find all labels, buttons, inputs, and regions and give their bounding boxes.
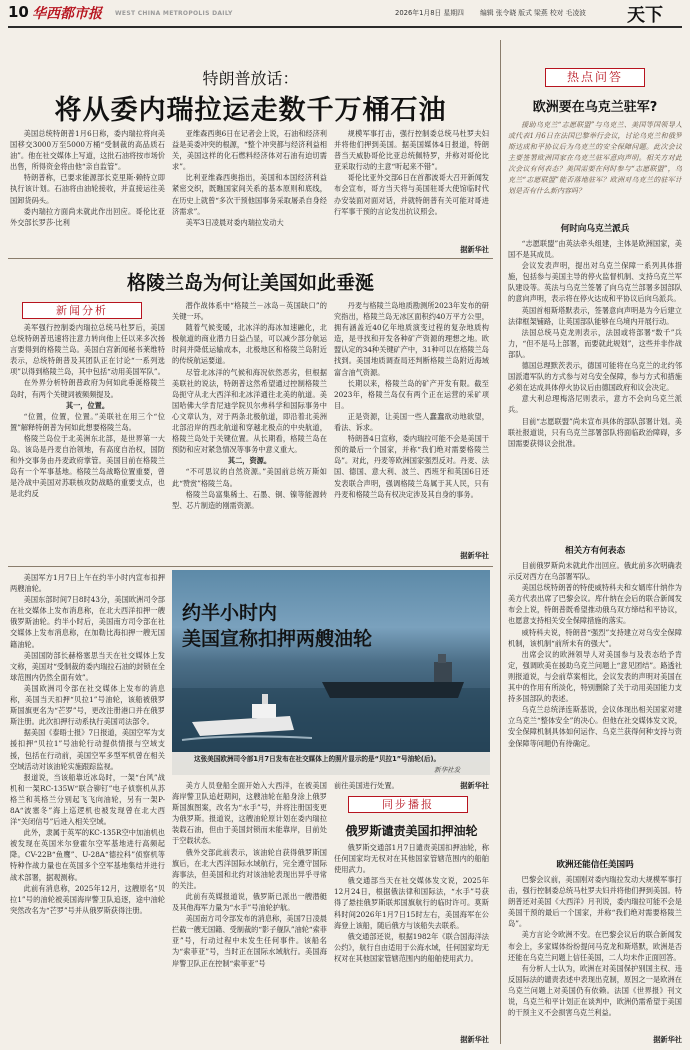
paper-latin-name: WEST CHINA METROPOLIS DAILY (115, 10, 233, 17)
paragraph: 特朗普称，已要求能源部长克里斯·赖特立即执行该计划。石油将由油轮接收，并直接运往美国卸货码头。 (10, 173, 165, 205)
paragraph: 格陵兰岛富集稀土、石墨、铜、镍等能源转型、芯片制造的刚需资源。 (172, 489, 327, 510)
sidebar-divider (500, 40, 501, 1044)
editor-line: 编辑 张令晓 版式 梁燕 校对 毛凌波 (480, 9, 586, 17)
masthead-rule (8, 26, 682, 28)
story3-col3-tail: 前往美国进行处置。 (334, 781, 399, 790)
story3-caption: 这张美国欧洲司令部1月7日发布在社交媒体上的照片显示的是“贝拉1”号油轮(后)。 (194, 755, 441, 763)
story2-subhead-1: 其一，位置。 (65, 400, 110, 410)
paragraph: 规模军事打击，强行控制委总统马杜罗夫妇并将他们押到美国。据美国媒体4日报道，特朗普当天威胁哥伦比亚总统佩特罗，并称对哥伦比亚采取行动的主意“听起来不错”。 (334, 129, 489, 172)
story3-left-col-text (10, 572, 165, 916)
paragraph: 丹麦与格陵兰岛地质勘测所2023年发布的研究指出，格陵兰岛无冰区面积约40万平方公里，拥有涵盖近40亿年地质演变过程的复杂地质构造，是寻找和开发各种矿产资源的理想之地。欧盟认定的34种关键矿产中，31种可以在格陵兰岛找到。美国地质调查局还判断格陵兰岛附近海域富含油气资源。 (334, 301, 489, 377)
paragraph: 巴黎会议前，美国刚对委内瑞拉发动大规模军事打击，强行控制委总统马杜罗夫妇并将他们押到美国。特朗普还对美国《大西洋》月刊说，委内瑞拉可能不会是美国干预的最后一个国家，并称“我们绝对需要格陵兰岛”。 (508, 875, 682, 929)
story3-headline-line2: 美国宣称扣押两艘油轮 (182, 628, 373, 650)
story2-col1-text (10, 322, 165, 400)
story2-col1b-text (10, 411, 165, 500)
story1-source: 据新华社 (460, 245, 489, 254)
story1-col1 (10, 128, 165, 254)
story1-kicker: 特朗普放话： (202, 69, 299, 88)
paragraph: 美方人员登船全面开始入大西洋，在被美国海岸警卫队追赶期间，这艘油轮在船身涂上俄罗斯国旗图案，改名为“水手”号，并将注册国变更为俄罗斯。报道说，这艘油轮原计划在委内瑞拉装载石油，但由于美国封锁而未能靠岸，目前处于空载状态。 (172, 781, 327, 846)
paragraph: 格陵兰岛位于北美洲东北部，是世界第一大岛。该岛是丹麦自治领地，有高度自治权，国防和外交事务由丹麦政府掌管。美国目前在格陵兰岛有一个军事基地。格陵兰岛战略位置重要，曾是冷战中美国对苏联核攻防战略的重要支点，也是北约反 (10, 433, 165, 499)
paragraph: 正是资源，让美国一些人蠢蠢欲动地欲望，看法、诉求。 (334, 411, 489, 433)
paragraph: 有分析人士认为，欧洲在对美国保护别国主权、违反国际法的谴责表述中表现出克制，原因之一是欧洲在乌克兰问题上对美国仍有依赖。法国《世界报》刊文说，乌克兰和平计划正在谈判中，欧洲仍需希望于美国的干预主义不会损害乌克兰利益。 (508, 963, 682, 1018)
paragraph: 长期以来，格陵兰岛的矿产开发有限。截至2023年，格陵兰岛仅有两个正在运营的采矿项目。 (334, 378, 489, 410)
sidebar-a1-text (508, 238, 682, 449)
story1-col3-text (334, 128, 489, 217)
paragraph: 美国总统特朗普1月6日称，委内瑞拉将向美国移交3000万至5000万桶“受制裁的高品质石油”。他在社交媒体上写道，这批石油将按市场价出售，所得资金将由他“亲自监管”。 (10, 129, 165, 172)
story3-headline-line1: 约半小时内 (182, 602, 278, 624)
paragraph: 俄罗斯交通部1月7日谴责美国扣押油轮，称任何国家均无权对在其他国家管辖范围内的船舶使用武力。 (334, 843, 489, 875)
paragraph: 据美国《泰晤士报》7日报道，美国空军为支援扣押“贝拉1”号油轮行动提供情报与空域支援，包括在行动前，美国空军多型军机曾在相关空域活动对该油轮实施跟踪监视。 (10, 728, 165, 771)
story2-col3 (334, 300, 489, 552)
story3-source: 据新华社 (460, 781, 489, 790)
sidebar-a1 (508, 238, 682, 534)
paragraph: 随着气候变暖，北冰洋的海冰加速融化，北极航道的商业潜力日益凸显，可以减少部分航运时间并降低运输成本，北极地区和格陵兰岛附近的传统航运要道。 (172, 323, 327, 366)
paragraph: 特朗普4日宣称，委内瑞拉可能不会是美国干预的最后一个国家，并称“我们绝对需要格陵兰岛”。对此，丹麦等欧洲国家强烈反对。丹麦、法国、德国、意大利、波兰、西班牙和英国6日还发表联合声明，强调格陵兰岛属于其人民，只有丹麦和格陵兰岛有权决定涉及其自身的事务。 (334, 434, 489, 499)
story2-subhead-2: 其二，资源。 (227, 456, 272, 466)
date-line: 2026年1月8日 星期四 (395, 9, 464, 17)
story1-headline: 将从委内瑞拉运走数千万桶石油 (54, 95, 447, 126)
paragraph: 美国南方司令部发布的消息称，美国7日凌晨拦截一艘无国籍、受制裁的“影子舰队”油轮“索菲亚”号，行动过程中未发生任何事件。该船名为“索菲亚”号，当时正在国际水域航行。美国海岸警卫队正在控制“索菲亚”号 (172, 914, 327, 968)
paragraph: 此前有消息称，2025年12月，这艘原名“贝拉1”号的油轮被美国海岸警卫队追逐，途中油轮突然改名为“芒罗”号并从俄罗斯获得注册。 (10, 883, 165, 915)
paragraph: 法国总统马克龙则表示，法国或将部署“数千”兵力，“但不是马上部署，而要就此规划”，这些并非作战部队。 (508, 327, 682, 359)
story1-col3 (334, 128, 489, 246)
paragraph: 在外界分析特朗普政府为何如此垂涎格陵兰岛时，有两个关键词被频频提及。 (10, 378, 165, 399)
paragraph: 美国欧洲司令部在社交媒体上发布的消息称，美国当天扣押“贝拉1”号油轮，该船被俄罗斯国旗更名为“芒罗”号，更改注册港口并在俄罗斯注册。此次扣押行动系执行美国司法部令。 (10, 683, 165, 727)
story3-col2-text (172, 780, 327, 969)
story2-col2-text (172, 300, 327, 455)
sidebar-headline: 欧洲要在乌克兰驻军? (532, 100, 658, 115)
sidebar-a3-text (508, 874, 682, 1018)
story2-col2 (172, 300, 327, 562)
story-divider (8, 566, 493, 567)
paragraph: 俄外交部此前表示，该油轮自获得俄罗斯国旗后，在北大西洋国际水域航行，完全遵守国际海事法，但美国和北约对该油轮表现出异乎寻常的关注。 (172, 847, 327, 890)
sidebar-a2-text (508, 560, 682, 749)
story2-headline: 格陵兰岛为何让美国如此垂涎 (126, 272, 374, 294)
story3-photo (172, 570, 490, 775)
sidebar-source: 据新华社 (653, 1035, 682, 1044)
story2-tag: 新闻分析 (22, 302, 142, 319)
paragraph: 乌克兰总统泽连斯基说，会议体现出相关国家对建立乌克兰“整体安全”的决心。但他在社交媒体发文说，安全保障机制具体如何运作、乌克兰获得何种支持与资金保障等问题仍有待确定。 (508, 705, 682, 748)
section-label: 天下 (627, 5, 663, 26)
story3-photo-credit: 新华社发 (434, 766, 461, 774)
story1-col2 (172, 128, 327, 254)
paragraph: 哥伦比亚外交部6日在首都波哥大召开新闻发布会宣布，哥方当天将与美国驻哥大使馆临时代办安装面对面对话，并就特朗普有关可能对哥进行军事干预的言论发出抗议照会。 (334, 173, 489, 216)
paragraph: 比利亚维森西奥指出，美国和本国经济利益紧密交织，既瞧国家间关系的基本原则和底线，在历史上就曾“多次干预他国事务采取屠杀自身经济需求”。 (172, 173, 327, 216)
paragraph: 会议发表声明，提出对乌克兰保障一系列具体措施，包括参与美国主导的停火监督机制、支持乌克兰军队建设等。英法与乌克兰签署了向乌克兰部署多国部队的意向声明，表示将在停火达成和平协议后向乌派兵。 (508, 261, 682, 304)
paragraph: 威特科夫说，特朗普“强烈”支持建立对乌安全保障机制，该机制“前所未有的强大”。 (508, 627, 682, 648)
paragraph: 美军强行控制委内瑞拉总统马杜罗后，美国总统特朗普迅速将注意力转向他上任以来多次扬言要得到的格陵兰岛。美国白宫新闻秘书莱维特表示，总统特朗普及其团队正在讨论“一系列选项”以得到格陵兰岛，其中包括“动用美国军队”。 (10, 323, 165, 377)
paragraph: 意大利总理梅洛尼则表示，意方不会向乌克兰派兵。 (508, 394, 682, 415)
paragraph: 报道说，当该船靠近冰岛时，一架“台风”战机和一架RC-135W“联合铆钉”电子侦察机从苏格兰和英格兰分别起飞飞向油轮，另有一架P-8A“波塞冬”海上巡逻机也被发现曾在北大西洋“关闭信号”后进入相关空域。 (10, 772, 165, 827)
paragraph: 英国首相斯塔默表示，签署意向声明是为今后建立法律框架铺路，让英国部队能够在乌境内开展行动。 (508, 305, 682, 326)
story1-col1-text (10, 128, 165, 228)
paragraph: 尽管北冰洋的气候和海况依然恶劣，但根据美联社的说法，特朗普这然希望通过控制格陵兰岛扼守从北大西洋和北冰洋通往北美的航道。美国哈佛大学肯尼迪学院贝尔弗科学和国际事务中心文章认为，对于两条北极航道，即沿着北美洲北部沿岸的西北航道和穿越北极点的中央航道，格陵兰岛处于关键位置。从长期看，格陵兰岛在预防和应对紧急情况等事务中意义重大。 (172, 367, 327, 455)
paragraph: 俄交通部还说，根据1982年《联合国海洋法公约》，航行自由适用于公海水域，任何国家均无权对在其他国家管辖范围内的船舶使用武力。 (334, 931, 489, 963)
paragraph: 美国总统特朗普的特使威特科夫和女婿库什纳作为美方代表出席了巴黎会议。库什纳在会后的联合新闻发布会上说，特朗普既希望推动俄乌双方缔结和平协议，也愿意支持相关安全保障措施的落实。 (508, 583, 682, 626)
story2-col1 (10, 322, 165, 562)
paragraph: “志愿联盟”由英法牵头组建，主体是欧洲国家，美国不是其成员。 (508, 239, 682, 260)
paragraph: “不可思议的自然资源。”美国前总统万斯如此“赞赏”格陵兰岛。 (172, 467, 327, 488)
story3-left-col (10, 572, 165, 1046)
masthead (0, 0, 690, 30)
paragraph: 俄交通部当天在社交媒体发文说，2025年12月24日，根据俄法律和国际法，“水手”号获得了悬挂俄罗斯联邦国旗航行的临时许可。莫斯科时间2026年1月7日15时左右，美国海军在公海登上该船，随后俄方与该船失去联系。 (334, 876, 489, 930)
story4-source: 据新华社 (460, 1035, 489, 1044)
paper-logo: 华西都市报 (32, 6, 102, 22)
story2-col2b-text (172, 466, 327, 510)
story1-col2-text (172, 128, 327, 228)
paragraph: 出席会议的欧洲领导人对美国参与及表态给予肯定，强调欧美在援助乌克兰问题上“意见团结”。路透社则报道说，与会前草案相比，会议发表的声明对美国在其中的作用有所淡化，特别删除了关于动用美国能力支持多国部队的表述。 (508, 649, 682, 704)
paragraph: 德国总理默茨表示，德国可能将在乌克兰的北约邻国派遣军队的方式参与对乌安全保障，参与方式和措施必须在达成具体停火协议后由德国政府和议会决定。 (508, 361, 682, 393)
story3-col2 (172, 780, 327, 1046)
sidebar-a2 (508, 560, 682, 848)
paragraph: 此外，隶属于英军的KC-135R空中加油机也被发现在英国米尔登霍尔空军基地进行高频起降。CV-22B“鱼鹰”、U-28A“德拉科”侦察机等特种作战力量也在英国多个空军基地集结并进行战术部署，据观测称。 (10, 828, 165, 882)
sidebar-q2: 相关方有何表态 (564, 546, 626, 556)
sidebar-q3: 欧洲还能信任美国吗 (556, 860, 634, 870)
story4-body-text (334, 842, 489, 964)
paragraph: 亚维森西奥6日在记者会上说，石油和经济利益是美委冲突的根源，“整个冲突都与经济利益相关，美国这样的化石燃料经济体对石油有迫切需求”。 (172, 129, 327, 172)
page-number: 10 (8, 3, 29, 21)
paragraph: 目前“志愿联盟”尚未宣布具体的部队部署计划。美联社报道说，只有乌克兰部署部队将面临政治障碍，多国需要获得议会批准。 (508, 416, 682, 448)
sidebar-a3 (508, 874, 682, 1034)
sidebar-tag: 热点问答 (545, 68, 645, 87)
story-divider (8, 258, 493, 259)
paragraph: 潜作战体系中“格陵兰－冰岛－英国缺口”的关键一环。 (172, 301, 327, 322)
paragraph: “位置，位置，位置。”美联社在用三个“位置”解释特朗普为何如此想要格陵兰岛。 (10, 411, 165, 432)
story2-source: 据新华社 (460, 551, 489, 560)
paragraph: 美方言论令欧洲不安。在巴黎会议后的联合新闻发布会上，多家媒体纷纷提问马克龙和斯塔默，欧洲是否还能在乌克兰问题上信任美国，二人均未作正面回答。 (508, 930, 682, 962)
paragraph: 美国国防部长赫格塞思当天在社交媒体上发文称，美国对“受制裁的委内瑞拉石油的封锁在全球范围内仍然全面有效”。 (10, 650, 165, 682)
paragraph: 目前俄罗斯尚未就此作出回应。俄此前多次明确表示反对西方在乌部署军队。 (508, 561, 682, 582)
sidebar-intro: 援助乌克兰“志愿联盟”与乌克兰、美国等国领导人或代表1月6日在法国巴黎举行会议，讨论乌克兰和俄罗斯达成和平协议后为乌克兰的安全保障问题。此次会议主要签署欧洲国家在乌克兰驻军意向声明。相关方对此次会议有何表态？美国需要在何时参与“志愿联盟”，乌克兰“志愿联盟”能否落地驻军？欧洲对乌克兰的驻军计划是否有什么新内容吗？ (508, 121, 682, 195)
paragraph: 美国东部时间7日8时43分，美国欧洲司令部在社交媒体上发布消息称，在北大西洋扣押一艘俄罗斯油轮。约半小时后，美国南方司令部在社交媒体上发布消息称，在加勒比海扣押一艘无国籍油轮。 (10, 595, 165, 649)
story4-tag: 同步播报 (348, 796, 468, 813)
paragraph: 此前有英媒报道说，俄罗斯已派出一艘潜艇及其他海军力量为“水手”号油轮护航。 (172, 891, 327, 913)
sidebar-q1: 何时向乌克兰派兵 (560, 224, 630, 234)
story4-body (334, 842, 489, 1034)
story4-headline: 俄罗斯谴责美国扣押油轮 (345, 824, 478, 838)
story2-col3-text (334, 300, 489, 500)
paragraph: 委内瑞拉方面尚未就此作出回应。哥伦比亚外交部长罗莎·比利 (10, 206, 165, 227)
paragraph: 美军3日凌晨对委内瑞拉发动大 (185, 217, 284, 227)
paragraph: 美国军方1月7日上午在约半小时内宣布扣押两艘油轮。 (10, 573, 165, 594)
